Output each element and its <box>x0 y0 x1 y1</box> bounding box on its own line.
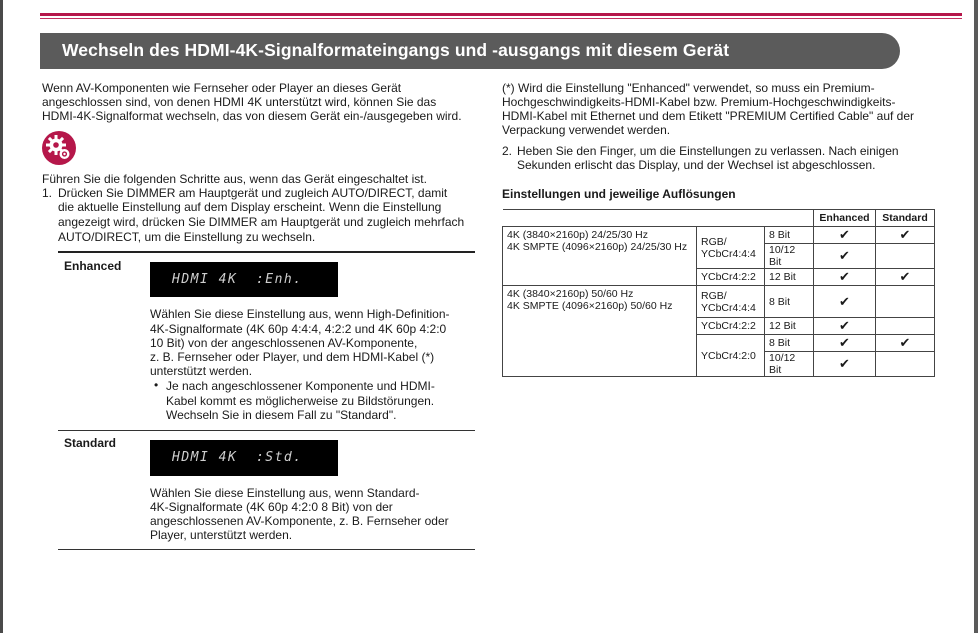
format-cell <box>697 227 765 269</box>
section-title: Wechseln des HDMI-4K-Signalformateingangs und -ausgangs mit diesem Gerät <box>62 40 730 60</box>
check-mark: ✔ <box>814 335 876 352</box>
step2-line-2: Sekunden erlischt das Display, und der Wechsel ist abgeschlossen. <box>517 158 876 172</box>
bit-cell: 12 Bit <box>765 269 814 286</box>
check-mark: ✔ <box>876 269 935 286</box>
enhanced-bullet-line-2: Kabel kommt es möglicherweise zu Bildstörungen. <box>166 394 435 408</box>
settings-table-top-rule <box>58 251 475 253</box>
step1-line-4: AUTO/DIRECT, um die Einstellung zu wechseln. <box>58 230 316 244</box>
page-frame-left <box>0 0 3 633</box>
resolution-label: 4K SMPTE (4096×2160p) 24/25/30 Hz <box>507 241 688 253</box>
step2-number: 2. <box>502 144 513 158</box>
format-label: YCbCr4:4:4 <box>701 247 756 260</box>
check-mark: ✔ <box>876 335 935 352</box>
footnote-line-1: (*) Wird die Einstellung "Enhanced" verwendet, so muss ein Premium- <box>502 81 875 95</box>
enhanced-display: HDMI 4K :Enh. <box>150 262 338 297</box>
resolution-label: 4K SMPTE (4096×2160p) 50/60 Hz <box>507 300 673 312</box>
enhanced-bullet: • <box>154 378 159 392</box>
format-cell <box>697 286 765 318</box>
bit-cell: 8 Bit <box>765 335 814 352</box>
enhanced-bullet-line-3: Wechseln Sie in diesem Fall zu "Standard". <box>166 408 397 422</box>
check-mark: ✔ <box>876 227 935 244</box>
format-cell: YCbCr4:2:2 <box>697 318 765 335</box>
standard-display: HDMI 4K :Std. <box>150 440 338 476</box>
steps-intro: Führen Sie die folgenden Schritte aus, wenn das Gerät eingeschaltet ist. <box>42 172 427 186</box>
bit-cell: 12 Bit <box>765 318 814 335</box>
col-header-enhanced: Enhanced <box>814 210 876 227</box>
table-row <box>503 227 935 244</box>
check-mark: ✔ <box>814 244 876 269</box>
check-mark: ✔ <box>814 269 876 286</box>
enhanced-line-1: Wählen Sie diese Einstellung aus, wenn High-Definition- <box>150 307 450 321</box>
table-row <box>503 286 935 318</box>
section-title-bar <box>40 33 900 69</box>
format-label: YCbCr4:4:4 <box>701 301 756 314</box>
resolutions-table <box>502 209 935 377</box>
standard-line-3: angeschlossenen AV-Komponente, z. B. Fernseher oder <box>150 514 449 528</box>
bit-cell: 10/12 Bit <box>765 244 814 269</box>
check-mark: ✔ <box>814 318 876 335</box>
empty-cell <box>876 244 935 269</box>
bit-cell: 8 Bit <box>765 286 814 318</box>
format-cell: YCbCr4:2:0 <box>697 335 765 377</box>
header-rule <box>40 13 962 16</box>
intro-line-3: HDMI-4K-Signalformat wechseln, das von diesem Gerät ein-/ausgegeben wird. <box>42 109 462 123</box>
settings-table-mid-rule <box>58 430 475 431</box>
format-cell: YCbCr4:2:2 <box>697 269 765 286</box>
enhanced-bullet-line-1: Je nach angeschlossener Komponente und HDMI- <box>166 379 435 393</box>
header-rule-thin <box>40 18 962 19</box>
footnote-line-2: Hochgeschwindigkeits-HDMI-Kabel bzw. Premium-Hochgeschwindigkeits- <box>502 95 896 109</box>
check-mark: ✔ <box>814 227 876 244</box>
col-header-standard: Standard <box>876 210 935 227</box>
resolution-cell <box>503 227 697 286</box>
enhanced-line-5: unterstützt werden. <box>150 364 253 378</box>
check-mark: ✔ <box>814 286 876 318</box>
enhanced-line-2: 4K-Signalformate (4K 60p 4:4:4, 4:2:2 und 4K 60p 4:2:0 <box>150 322 447 336</box>
footnote-line-4: Verpackung verwendet werden. <box>502 123 671 137</box>
bit-cell: 8 Bit <box>765 227 814 244</box>
enhanced-line-4: z. B. Fernseher oder Player, und dem HDMI-Kabel (*) <box>150 350 435 364</box>
resolution-label: 4K (3840×2160p) 50/60 Hz <box>507 288 634 300</box>
empty-cell <box>876 318 935 335</box>
resolutions-heading: Einstellungen und jeweilige Auflösungen <box>502 187 736 201</box>
step1-line-1: Drücken Sie DIMMER am Hauptgerät und zugleich AUTO/DIRECT, damit <box>58 186 448 200</box>
resolution-label: 4K (3840×2160p) 24/25/30 Hz <box>507 229 648 241</box>
page-frame-right <box>974 0 978 633</box>
footnote-line-3: HDMI-Kabel mit Ethernet und dem Etikett "PREMIUM Certified Cable" auf der <box>502 109 915 123</box>
enhanced-line-3: 10 Bit) von der angeschlossenen AV-Komponente, <box>150 336 418 350</box>
format-label: RGB/ <box>701 289 727 302</box>
check-mark: ✔ <box>814 352 876 377</box>
settings-gear-icon <box>42 131 76 165</box>
resolution-cell <box>503 286 697 377</box>
settings-table-bottom-rule <box>58 549 475 550</box>
empty-cell <box>876 286 935 318</box>
empty-cell <box>876 352 935 377</box>
standard-line-1: Wählen Sie diese Einstellung aus, wenn Standard- <box>150 486 420 500</box>
step1-number: 1. <box>42 186 53 200</box>
standard-label: Standard <box>64 436 117 450</box>
step1-line-2: die aktuelle Einstellung auf dem Display erscheint. Wenn die Einstellung <box>58 200 442 214</box>
standard-line-2: 4K-Signalformate (4K 60p 4:2:0 8 Bit) von der <box>150 500 393 514</box>
enhanced-label: Enhanced <box>64 259 122 273</box>
intro-line-1: Wenn AV-Komponenten wie Fernseher oder Player an dieses Gerät <box>42 81 402 95</box>
intro-line-2: angeschlossen sind, von denen HDMI 4K unterstützt wird, können Sie das <box>42 95 437 109</box>
step2-line-1: Heben Sie den Finger, um die Einstellungen zu verlassen. Nach einigen <box>517 144 899 158</box>
bit-cell: 10/12 Bit <box>765 352 814 377</box>
standard-line-4: Player, unterstützt werden. <box>150 528 293 542</box>
step1-line-3: angezeigt wird, drücken Sie DIMMER am Hauptgerät und zugleich mehrfach <box>58 215 465 229</box>
format-label: RGB/ <box>701 235 727 248</box>
